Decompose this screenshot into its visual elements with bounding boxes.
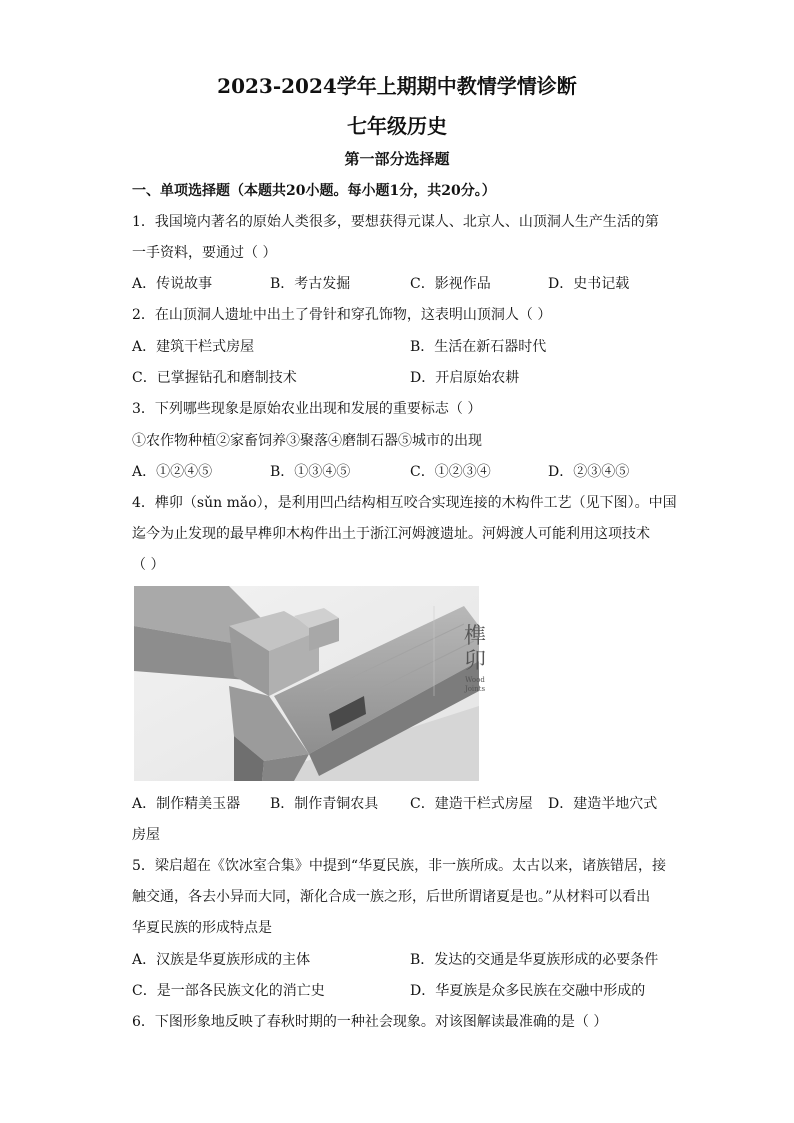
q4-option-a: A．制作精美玉器 bbox=[132, 796, 241, 812]
q1-option-d: D．史书记载 bbox=[548, 276, 630, 292]
q4-option-d-wrap: 房屋 bbox=[132, 827, 160, 843]
part-heading: 第一部分选择题 bbox=[344, 150, 450, 168]
figure-title-en-2: Joints bbox=[464, 685, 486, 693]
q4-option-d: D．建造半地穴式 bbox=[548, 796, 658, 812]
figure-title-en-1: Wood bbox=[465, 676, 485, 684]
q3-line-1: 3．下列哪些现象是原始农业出现和发展的重要标志（ ） bbox=[132, 401, 482, 417]
q2-option-b: B．生活在新石器时代 bbox=[410, 339, 547, 355]
q3-option-a: A．①②④⑤ bbox=[132, 464, 213, 480]
q4-line-2: 迄今为止发现的最早榫卯木构件出土于浙江河姆渡遗址。河姆渡人可能利用这项技术 bbox=[132, 526, 650, 542]
q3-line-2: ①农作物种植②家畜饲养③聚落④磨制石器⑤城市的出现 bbox=[132, 433, 482, 449]
q5-line-2: 触交通，各去小异而大同，渐化合成一族之形，后世所谓诸夏是也。”从材料可以看出 bbox=[132, 889, 651, 905]
exam-subject: 七年级历史 bbox=[347, 114, 447, 138]
q3-option-d: D．②③④⑤ bbox=[548, 464, 630, 480]
q5-line-1: 5．梁启超在《饮冰室合集》中提到“华夏民族，非一族所成。太古以来，诸族错居，接 bbox=[132, 858, 667, 874]
q4-option-c: C．建造干栏式房屋 bbox=[410, 796, 533, 812]
q5-option-c: C．是一部各民族文化的消亡史 bbox=[132, 983, 325, 999]
section-heading: 一、单项选择题（本题共20小题。每小题1分，共20分。） bbox=[132, 183, 496, 199]
q4-line-3: （ ） bbox=[132, 557, 165, 573]
wood-joint-photo bbox=[134, 586, 486, 781]
q1-option-a: A．传说故事 bbox=[132, 276, 213, 292]
q1-option-b: B．考古发掘 bbox=[270, 276, 351, 292]
q6-line-1: 6．下图形象地反映了春秋时期的一种社会现象。对该图解读最准确的是（ ） bbox=[132, 1014, 608, 1030]
q2-option-c: C．已掌握钻孔和磨制技术 bbox=[132, 370, 297, 386]
q4-option-b: B．制作青铜农具 bbox=[270, 796, 379, 812]
q5-line-3: 华夏民族的形成特点是 bbox=[132, 920, 272, 936]
q3-option-b: B．①③④⑤ bbox=[270, 464, 351, 480]
q4-line-1: 4．榫卯（sǔn mǎo），是利用凹凸结构相互咬合实现连接的木构件工艺（见下图）。中国 bbox=[132, 495, 677, 511]
figure-title-zh-2: 卯 bbox=[463, 649, 486, 674]
wood-joint-illustration bbox=[134, 586, 479, 781]
q1-line-1: 1．我国境内著名的原始人类很多，要想获得元谋人、北京人、山顶洞人生产生活的第 bbox=[132, 214, 659, 230]
q5-option-d: D．华夏族是众多民族在交融中形成的 bbox=[410, 983, 646, 999]
q5-option-b: B．发达的交通是华夏族形成的必要条件 bbox=[410, 952, 659, 968]
q2-line-1: 2．在山顶洞人遗址中出土了骨针和穿孔饰物，这表明山顶洞人（ ） bbox=[132, 307, 552, 323]
figure-title-zh-1: 榫 bbox=[463, 624, 486, 649]
exam-title: 2023-2024学年上期期中教情学情诊断 bbox=[217, 74, 577, 98]
q5-option-a: A．汉族是华夏族形成的主体 bbox=[132, 952, 311, 968]
q1-line-2: 一手资料，要通过（ ） bbox=[132, 245, 277, 261]
q2-option-d: D．开启原始农耕 bbox=[410, 370, 520, 386]
q2-option-a: A．建筑干栏式房屋 bbox=[132, 339, 255, 355]
q3-option-c: C．①②③④ bbox=[410, 464, 491, 480]
q1-option-c: C．影视作品 bbox=[410, 276, 491, 292]
